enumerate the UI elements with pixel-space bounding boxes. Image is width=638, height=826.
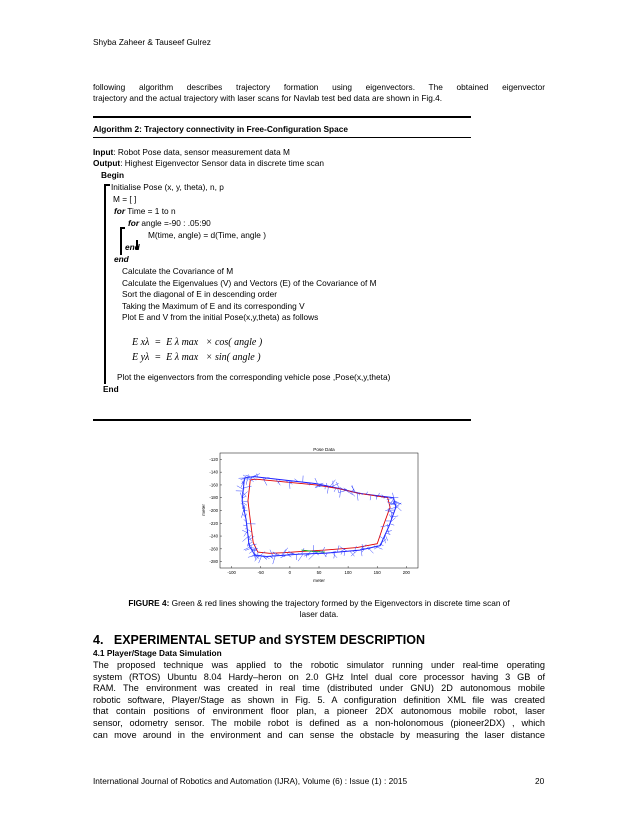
section-number: 4.	[93, 633, 104, 647]
algorithm-output	[93, 158, 324, 169]
running-header: Shyba Zaheer & Tauseef Gulrez	[93, 37, 211, 47]
output-text: : Highest Eigenvector Sensor data in discrete time scan	[120, 158, 325, 168]
inner-block-bracket	[120, 227, 122, 255]
algorithm-title-rule	[93, 137, 471, 138]
end-inner-keyword: end	[125, 242, 140, 252]
figure-label: FIGURE 4:	[128, 598, 170, 608]
x-tick-label: 50	[316, 570, 322, 575]
figure-caption-line: Green & red lines showing the trajectory formed by the Eigenvectors in discrete time scan of	[169, 598, 510, 608]
algorithm-step: Calculate the Covariance of M	[122, 266, 234, 276]
y-tick-label: -260	[209, 546, 218, 552]
footer-page-number: 20	[535, 776, 545, 786]
init-m-line: M = [ ]	[113, 194, 137, 204]
y-tick-label: -120	[209, 456, 218, 462]
y-tick-label: -200	[209, 508, 218, 513]
y-tick-label: -140	[209, 469, 218, 475]
y-tick-label: -280	[209, 559, 218, 565]
y-tick-label: -180	[209, 495, 218, 501]
figure-caption	[93, 598, 545, 619]
x-tick-label: -100	[227, 570, 236, 575]
output-label: Output	[93, 158, 121, 168]
for-time-line	[114, 206, 176, 217]
algorithm-steps	[122, 266, 377, 324]
section-heading	[93, 633, 425, 647]
algorithm-step: Calculate the Eigenvalues (V) and Vectors (E) of the Covariance of M	[122, 277, 377, 288]
x-tick-label: 0	[288, 570, 292, 575]
body-line: RAM. The environment was created in real time (distributed under GNU) 2D autonomous mobile	[93, 683, 545, 694]
body-line: robotic software, Player/Stage as shown in Fig. 5. A configuration definition XML file was created	[93, 694, 545, 705]
equation-x: E xλ = E λ max × cos( angle )	[132, 337, 263, 348]
pose-data-chart	[195, 440, 425, 585]
plot-eigenvectors-line: Plot the eigenvectors from the corresponding vehicle pose ,Pose(x,y,theta)	[117, 372, 391, 382]
y-tick-label: -160	[209, 482, 218, 488]
equation-y: E yλ = E λ max × sin( angle )	[132, 352, 261, 363]
algorithm-title: Algorithm 2: Trajectory connectivity in Free-Configuration Space	[93, 124, 348, 134]
init-pose-line: Initialise Pose (x, y, theta), n, p	[111, 182, 224, 192]
intro-paragraph	[93, 82, 545, 103]
inner-block-bracket-cap	[120, 227, 125, 229]
end-outer-keyword: end	[114, 254, 129, 264]
algorithm-bottom-rule	[93, 419, 471, 421]
footer-journal: International Journal of Robotics and Automation (IJRA), Volume (6) : Issue (1) : 2015	[93, 776, 408, 786]
for-keyword: for	[128, 218, 140, 228]
algorithm-top-rule	[93, 116, 471, 118]
inner-statement: M(time, angle) = d(Time, angle )	[148, 230, 266, 240]
y-axis-label: meter	[201, 504, 206, 516]
algorithm-step: Plot E and V from the initial Pose(x,y,theta) as follows	[122, 312, 319, 323]
for-keyword: for	[114, 206, 126, 216]
input-text: : Robot Pose data, sensor measurement data M	[113, 147, 290, 157]
intro-line: following algorithm describes trajectory formation using eigenvectors. The obtained eigenvector	[93, 82, 545, 92]
outer-block-bracket-cap	[104, 184, 110, 186]
body-paragraph	[93, 660, 545, 741]
y-tick-label: -220	[209, 520, 218, 526]
outer-block-bracket	[104, 184, 106, 384]
chart-title: Pose Data	[313, 447, 335, 452]
body-line: that contain positions of environment floor plan, a pioneer 2DX autonomous mobile robot, laser	[93, 706, 545, 717]
x-tick-label: 200	[402, 570, 410, 575]
for-angle-line	[128, 218, 211, 229]
input-label: Input	[93, 147, 114, 157]
x-axis-label: meter	[313, 578, 325, 583]
x-tick-label: 100	[344, 570, 352, 575]
intro-line: trajectory and the actual trajectory with laser scans for Navlab test bed data are shown in Fig.4.	[93, 92, 443, 103]
section-title: EXPERIMENTAL SETUP and SYSTEM DESCRIPTION	[113, 633, 426, 647]
end-final-keyword: End	[103, 384, 119, 394]
x-tick-label: 150	[373, 570, 381, 575]
begin-keyword: Begin	[101, 170, 125, 180]
subsection-heading: 4.1 Player/Stage Data Simulation	[93, 648, 222, 658]
body-line: sensor, odometry sensor. The mobile robot is defined as a non-holonomous (pioneer2DX) , which	[93, 717, 545, 728]
for-angle-range: angle =-90 : .05:90	[139, 218, 211, 228]
body-line: system (RTOS) Ubuntu 8.04 Hardy–heron on 2.0 GHz Intel dual core processor having 3 GB of	[93, 671, 545, 682]
body-line: The proposed technique was applied to the robotic simulator running under real-time operating	[93, 660, 545, 670]
y-tick-label: -240	[209, 533, 218, 539]
figure-caption-line: laser data.	[299, 608, 339, 619]
x-tick-label: -50	[257, 570, 264, 575]
body-line: can move around in the environment and can sense the obstacle by measuring the laser distance	[93, 729, 545, 740]
for-time-range: Time = 1 to n	[125, 206, 176, 216]
algorithm-input	[93, 147, 290, 158]
algorithm-step: Taking the Maximum of E and its corresponding V	[122, 300, 305, 311]
algorithm-step: Sort the diagonal of E in descending order	[122, 289, 277, 300]
